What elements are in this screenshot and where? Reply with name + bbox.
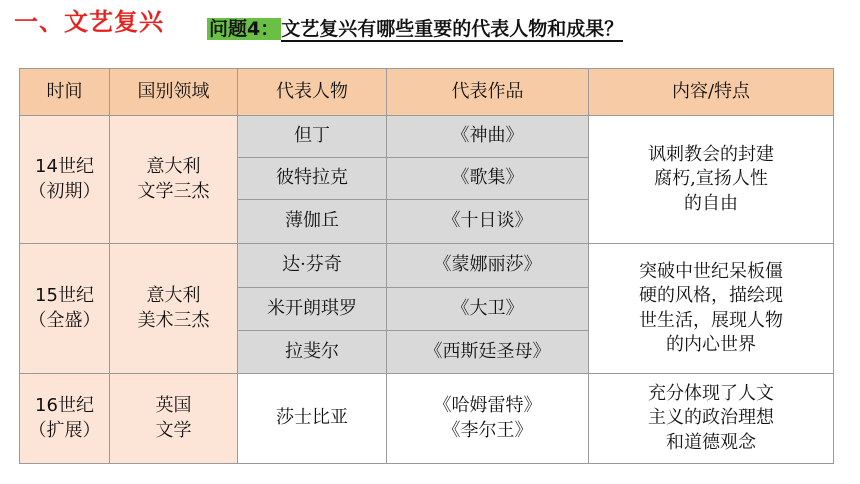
renaissance-table: [19, 68, 834, 464]
feature-line: 讽刺教会的封建: [648, 144, 774, 166]
domain-cell: [110, 116, 238, 244]
work-item: 《李尔王》: [442, 419, 533, 441]
work-item: 《哈姆雷特》: [433, 395, 542, 417]
table-row: [20, 244, 834, 288]
feature-line: 腐朽,宣扬人性: [654, 168, 768, 190]
feature-line: 硬的风格，描绘现: [639, 285, 783, 307]
features-cell: [589, 116, 834, 244]
domain-field: 美术三杰: [137, 309, 210, 331]
feature-line: 和道德观念: [666, 431, 756, 453]
period-stage: （扩展）: [28, 419, 101, 441]
figure-cell: 莎士比亚: [238, 374, 387, 464]
domain-country: 英国: [155, 395, 192, 417]
work-cell: 《西斯廷圣母》: [387, 331, 589, 374]
work-cell: 《十日谈》: [387, 200, 589, 244]
period-year: 14世纪: [35, 156, 94, 178]
domain-country: 意大利: [146, 156, 201, 178]
figure-cell: 米开朗琪罗: [238, 288, 387, 331]
feature-line: 主义的政治理想: [648, 407, 774, 429]
domain-country: 意大利: [146, 285, 201, 307]
features-cell: [589, 244, 834, 374]
table-header-row: [20, 69, 834, 116]
header-figures: 代表人物: [238, 69, 387, 116]
works-cell: [387, 374, 589, 464]
feature-line: 世生活，展现人物: [639, 309, 783, 331]
period-stage: （全盛）: [28, 309, 101, 331]
work-cell: 《蒙娜丽莎》: [387, 244, 589, 288]
feature-line: 的内心世界: [666, 333, 756, 355]
header-time: 时间: [20, 69, 110, 116]
period-stage: （初期）: [28, 180, 101, 202]
feature-line: 的自由: [684, 192, 738, 214]
header-country-field: 国别领域: [110, 69, 238, 116]
domain-field: 文学三杰: [137, 180, 210, 202]
question-text: 文艺复兴有哪些重要的代表人物和成果？: [281, 18, 624, 40]
period-year: 15世纪: [35, 285, 94, 307]
feature-line: 突破中世纪呆板僵: [639, 260, 783, 282]
period-cell: [20, 244, 110, 374]
table-row: [20, 116, 834, 158]
feature-line: 充分体现了人文: [648, 383, 774, 405]
domain-cell: [110, 244, 238, 374]
work-cell: 《大卫》: [387, 288, 589, 331]
work-cell: 《歌集》: [387, 158, 589, 200]
domain-field: 文学: [155, 419, 192, 441]
figure-cell: 但丁: [238, 116, 387, 158]
figure-cell: 彼特拉克: [238, 158, 387, 200]
features-cell: [589, 374, 834, 464]
header-features: 内容/特点: [589, 69, 834, 116]
period-cell: [20, 374, 110, 464]
figure-cell: 拉斐尔: [238, 331, 387, 374]
figure-cell: 达·芬奇: [238, 244, 387, 288]
figure-cell: 薄伽丘: [238, 200, 387, 244]
question-tag: 问题4：: [209, 18, 280, 40]
question-heading: [207, 14, 623, 41]
section-title: 一、文艺复兴: [14, 8, 164, 36]
period-cell: [20, 116, 110, 244]
table-row: [20, 374, 834, 464]
period-year: 16世纪: [35, 395, 94, 417]
header-works: 代表作品: [387, 69, 589, 116]
domain-cell: [110, 374, 238, 464]
work-cell: 《神曲》: [387, 116, 589, 158]
